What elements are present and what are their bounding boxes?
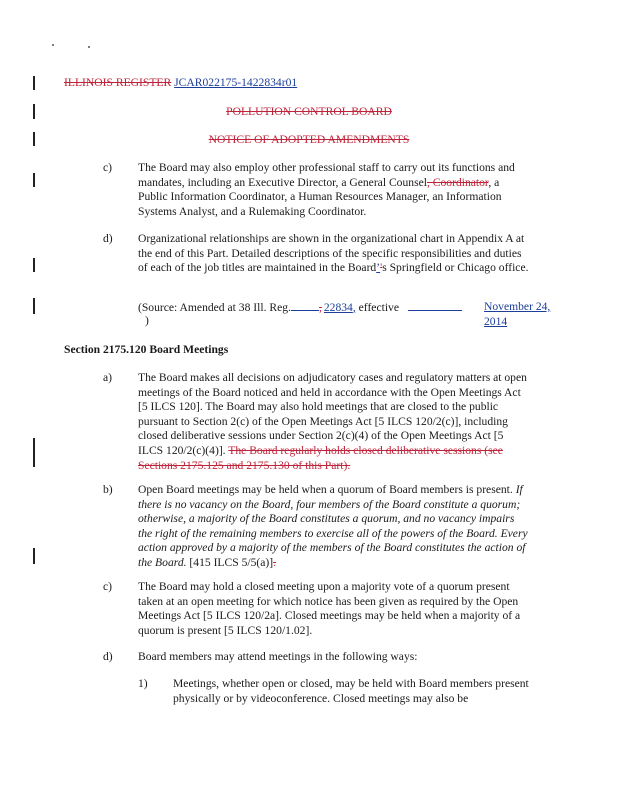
deleted-period: . [273,555,277,569]
agency-title: POLLUTION CONTROL BOARD [226,105,392,118]
change-bar [33,298,35,314]
deleted-coordinator: , Coordinator [426,175,489,189]
deleted-closed-sessions: The Board regularly holds closed deliberative sessions (see Sections 2175.125 and 2175.130 of this Part). [138,443,503,472]
change-bar [33,548,35,564]
item-1-text: Meetings, whether open or closed, may be held with Board members present physically or by videoconference. Closed meetings may also be [173,677,529,705]
effective-blank [408,300,462,311]
register-blank [291,300,319,311]
subsection-d2-text: Board members may attend meetings in the following ways: [138,650,418,663]
register-number: 22834 [323,301,353,314]
source-note: (Source: Amended at 38 Ill. Reg. , 22834, effective [138,300,462,316]
source-date-wrap [484,300,568,329]
subsection-c2-text: The Board may hold a closed meeting upon a majority vote of a quorum present taken at an open meeting for which notice has been given as required by the Open Meetings Act [5 ILCS 120/2a]. Closed meetings may be held when a majority of a quorum is present [5 ILCS 120/1.02]. [138,580,521,637]
subsection-b-text: Open Board meetings may be held when a quorum of Board members is present. If there is no vacancy on the Board, four members of the Board constitute a quorum; otherwise, a majority of the Board constitutes a quorum, and no vacancy impairs the right of the remaining members to exercise all of the powers of the Board. Every action approved by a majority of the members of the Board constitutes the action of the Board. [415 ILCS 5/5(a)]. [138,483,528,569]
item-1-label: 1) [138,677,148,690]
register-header [64,76,297,91]
subsection-a-text: The Board makes all decisions on adjudicatory cases and regulatory matters at open meetings of the Board noticed and held in accordance with the Open Meetings Act [5 ILCS 120]. The Board may also hold meetings that are closed to the public pursuant to Section 2(c) of the Open Meetings Act [5 ILCS 120/2(c)], including closed deliberative sessions under Section 2(c)(4) of the Open Meetings Act [5 ILCS 120/2(c)(4)]. The Board regularly holds closed deliberative sessions (see Sections 2175.125 and 2175.130 of this Part). [138,371,527,472]
notice-title: NOTICE OF ADOPTED AMENDMENTS [208,133,410,146]
quorum-quote: If there is no vacancy on the Board, four members of the Board constitute a quorum; otherwise, a majority of the Board constitutes a quorum, and no vacancy impairs the right of the remaining members to exercise all of the powers of the Board. Every action approved by a majority of the members of the Board constitutes the action of the Board. [138,483,528,569]
subsection-b-label: b) [103,483,113,496]
subsection-d-label: d) [103,232,113,245]
change-bar [33,258,35,272]
citation: [415 ILCS 5/5(a)] [189,555,274,569]
source-suffix: ) [145,314,149,327]
subsection-d-text: Organizational relationships are shown in the organizational chart in Appendix A at the end of this Part. Detailed descriptions of the specific responsibilities and duties of each of the job titles are maintained in the Board’'s Springfield or Chicago office. [138,232,529,275]
subsection-d2-label: d) [103,650,113,663]
scan-speck [52,44,54,46]
deleted-apostrophe: ' [380,261,383,275]
section-heading: Section 2175.120 Board Meetings [64,343,229,356]
subsection-c-label: c) [103,161,113,174]
subsection-a-label: a) [103,371,113,384]
inserted-apostrophe: ’ [376,261,381,275]
register-deleted: ILLINOIS REGISTER [64,76,172,89]
subsection-c2-label: c) [103,580,113,593]
change-bar [33,438,35,467]
register-inserted: JCAR022175-1422834r01 [174,76,298,89]
effective-date: November 24, 2014 [484,300,551,328]
change-bar [33,76,35,90]
subsection-c-text: The Board may also employ other professional staff to carry out its functions and mandates, including an Executive Director, a General Counsel, Coordinator, a Public Information Coordinator, a Human Resources Manager, an Information Systems Analyst, and a Rulemaking Coordinator. [138,161,515,218]
scan-speck [88,46,90,48]
change-bar [33,173,35,187]
